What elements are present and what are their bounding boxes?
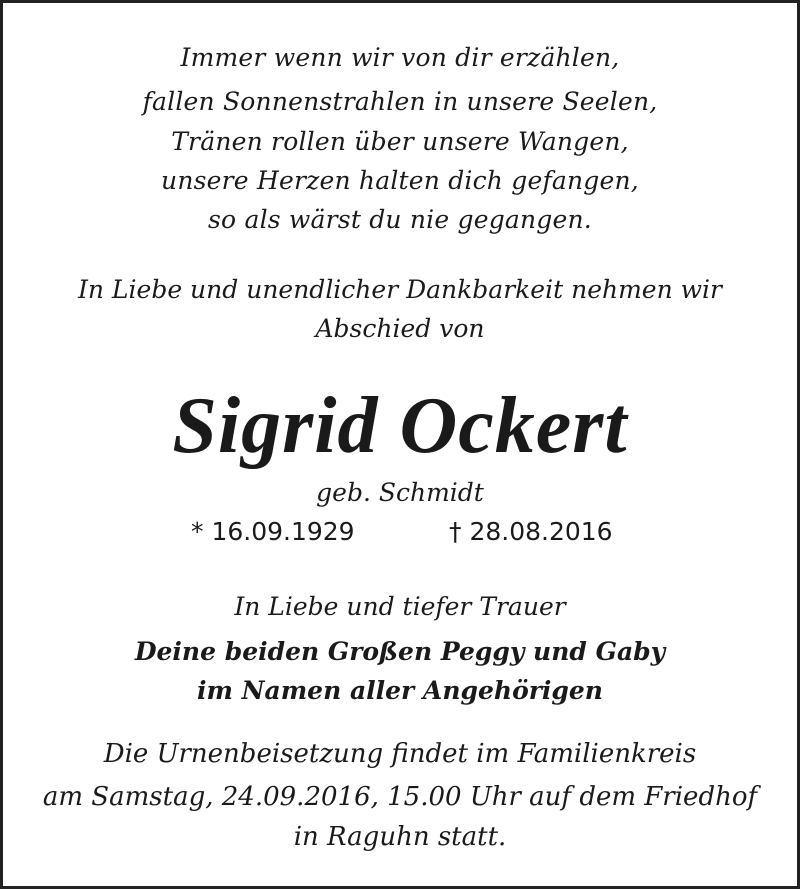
poem-line: so als wärst du nie gegangen. (208, 205, 592, 234)
signatory-line: im Namen aller Angehörigen (197, 676, 603, 705)
funeral-info-line: Die Urnenbeisetzung findet im Familienkreis (103, 739, 697, 769)
life-dates (3, 517, 797, 551)
intro-line: In Liebe und unendlicher Dankbarkeit nehmen wir (78, 275, 722, 304)
poem-line: Tränen rollen über unsere Wangen, (171, 127, 629, 156)
funeral-info-line: am Samstag, 24.09.2016, 15.00 Uhr auf dem Friedhof (42, 782, 758, 812)
intro-line: Abschied von (315, 314, 485, 343)
funeral-info-line: in Raguhn statt. (293, 822, 507, 852)
poem-line: Immer wenn wir von dir erzählen, (180, 43, 620, 72)
deceased-name: Sigrid Ockert (172, 382, 628, 470)
death-date: † 28.08.2016 (449, 517, 613, 546)
mourning-phrase: In Liebe und tiefer Trauer (234, 592, 566, 621)
birth-date: * 16.09.1929 (191, 517, 355, 546)
signatory-line: Deine beiden Großen Peggy und Gaby (134, 637, 666, 666)
poem-line: fallen Sonnenstrahlen in unsere Seelen, (142, 87, 658, 116)
birth-name: geb. Schmidt (316, 478, 484, 507)
poem-line: unsere Herzen halten dich gefangen, (161, 166, 639, 195)
